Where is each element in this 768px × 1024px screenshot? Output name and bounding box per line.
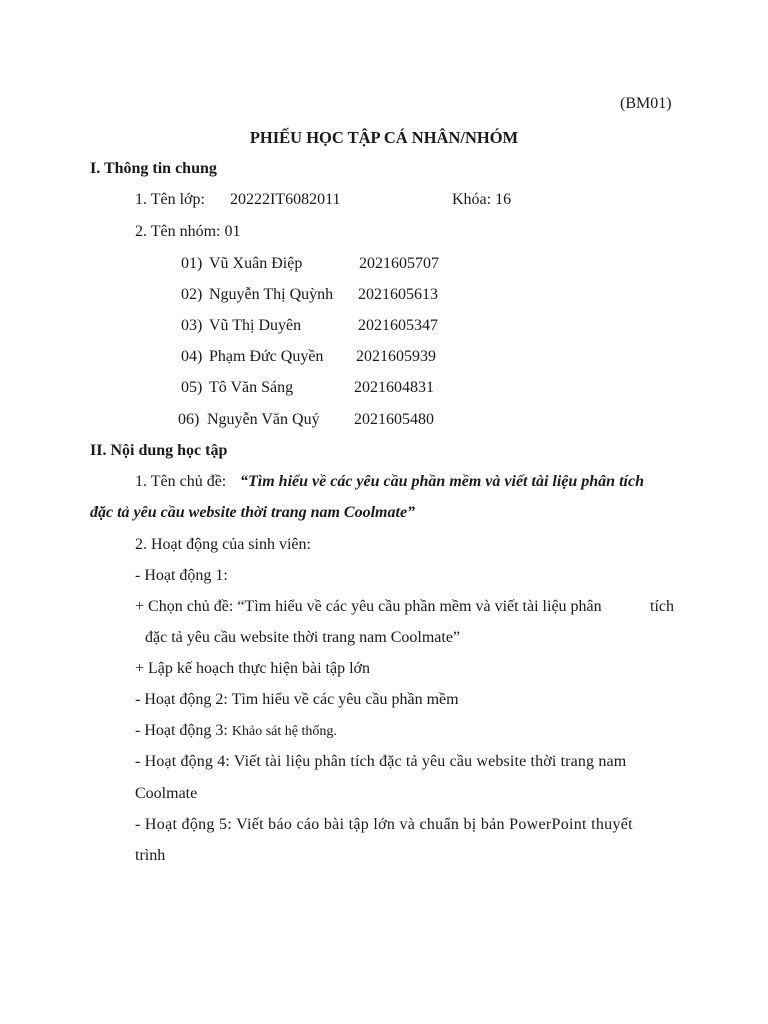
topic-title-line-1: “Tìm hiểu về các yêu cầu phần mềm và viết tài liệu phân tích (240, 473, 644, 490)
member-index: 02) (181, 286, 203, 303)
section-1-heading: I. Thông tin chung (90, 160, 217, 177)
topic-label: 1. Tên chủ đề: (135, 473, 227, 490)
activity-1-plan: + Lập kế hoạch thực hiện bài tập lớn (135, 660, 370, 677)
member-index: 01) (181, 255, 203, 272)
member-name: Vũ Thị Duyên (209, 317, 302, 334)
member-id: 2021604831 (354, 379, 434, 396)
member-index: 04) (181, 348, 203, 365)
activity-5-cont: trình (135, 847, 166, 864)
member-id: 2021605347 (358, 317, 438, 334)
member-name: Nguyễn Văn Quý (207, 411, 320, 428)
activity-4-cont: Coolmate (135, 785, 198, 802)
group-name: 2. Tên nhóm: 01 (135, 223, 241, 240)
activity-3-text: Khảo sát hệ thống. (231, 724, 337, 739)
activity-2: - Hoạt động 2: Tìm hiểu về các yêu cầu phần mềm (135, 691, 459, 708)
activity-1-choose-topic: + Chọn chủ đề: “Tìm hiểu về các yêu cầu phần mềm và viết tài liệu phân (135, 598, 602, 615)
member-id: 2021605480 (354, 411, 434, 428)
activity-1-choose-topic-cont: đặc tả yêu cầu website thời trang nam Coolmate” (145, 629, 461, 646)
topic-title-line-2: đặc tả yêu cầu website thời trang nam Coolmate” (90, 504, 416, 521)
activities-heading: 2. Hoạt động của sinh viên: (135, 536, 311, 553)
activity-1: - Hoạt động 1: (135, 567, 228, 584)
section-2-heading: II. Nội dung học tập (90, 442, 228, 459)
member-name: Nguyễn Thị Quỳnh (209, 286, 334, 303)
activity-1-choose-topic-tail: tích (650, 598, 674, 615)
class-value: 20222IT6082011 (230, 191, 341, 208)
form-code: (BM01) (620, 95, 672, 112)
activity-3-label: - Hoạt động 3: (135, 722, 232, 739)
member-index: 03) (181, 317, 203, 334)
activity-5: - Hoạt động 5: Viết báo cáo bài tập lớn và chuẩn bị bản PowerPoint thuyết (135, 816, 633, 833)
member-name: Tô Văn Sáng (209, 379, 294, 396)
member-id: 2021605939 (356, 348, 436, 365)
activity-3 (135, 721, 337, 742)
member-id: 2021605613 (358, 286, 438, 303)
member-name: Vũ Xuân Điệp (209, 255, 303, 272)
activity-4: - Hoạt động 4: Viết tài liệu phân tích đặc tả yêu cầu website thời trang nam (135, 753, 627, 770)
member-id: 2021605707 (359, 255, 439, 272)
member-name: Phạm Đức Quyền (209, 348, 324, 365)
page-title: PHIẾU HỌC TẬP CÁ NHÂN/NHÓM (249, 128, 519, 147)
class-label: 1. Tên lớp: (135, 191, 205, 208)
member-index: 06) (178, 411, 200, 428)
course-info: Khóa: 16 (452, 191, 512, 208)
member-index: 05) (181, 379, 203, 396)
